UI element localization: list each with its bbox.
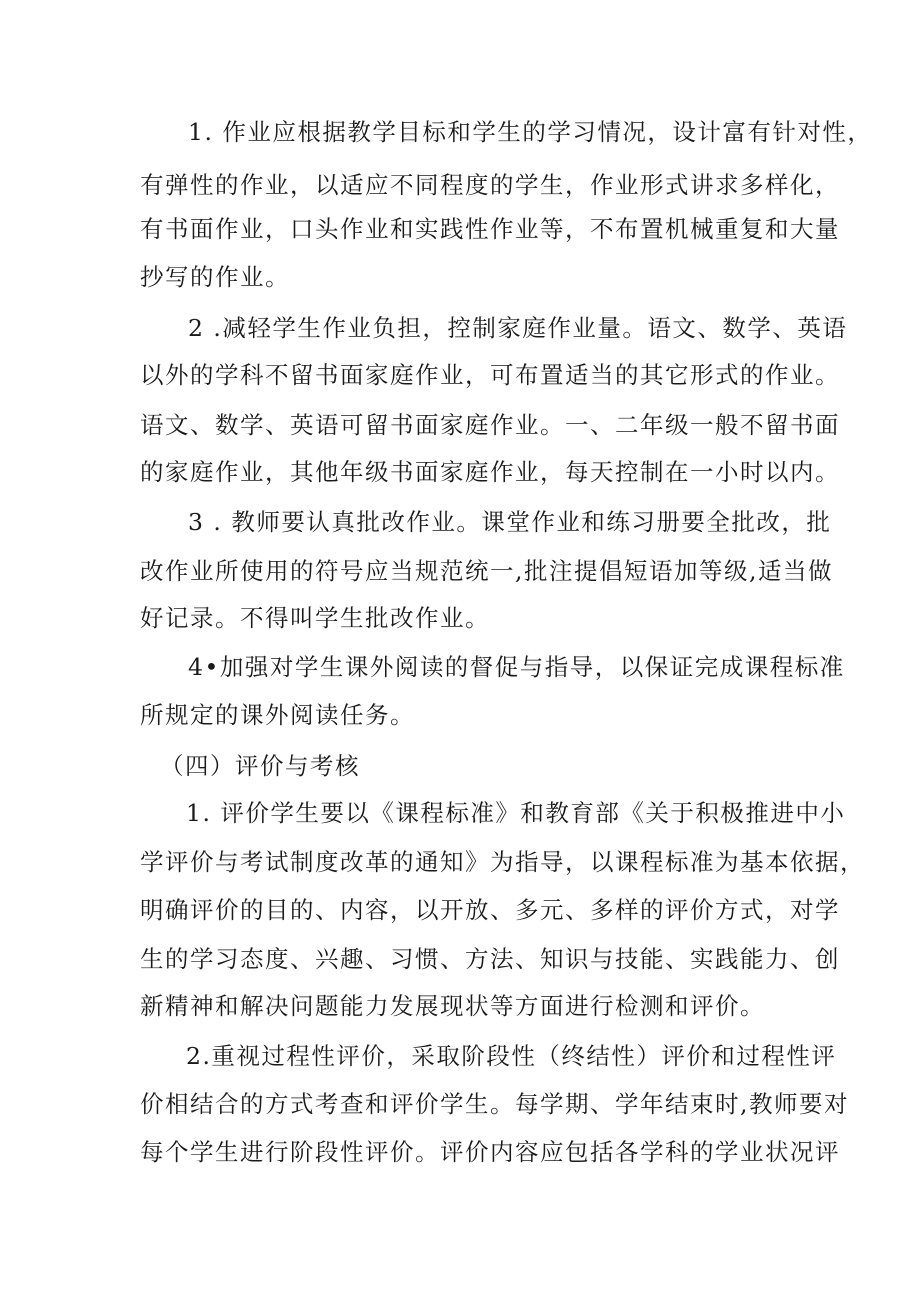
- item-1-line-3: 有书面作业，口头作业和实践性作业等，不布置机械重复和大量: [140, 215, 840, 243]
- item-3-line-2: 改作业所使用的符号应当规范统一,批注提倡短语加等级,适当做: [140, 557, 833, 585]
- eval-item-1-line-3: 明确评价的目的、内容，以开放、多元、多样的评价方式，对学: [140, 896, 840, 924]
- eval-item-1-line-4: 生的学习态度、兴趣、习惯、方法、知识与技能、实践能力、创: [140, 945, 840, 973]
- item-2-line-3: 语文、数学、英语可留书面家庭作业。一、二年级一般不留书面: [140, 411, 840, 439]
- item-3-line-3: 好记录。不得叫学生批改作业。: [140, 604, 490, 632]
- item-3-line-1: 3 . 教师要认真批改作业。课堂作业和练习册要全批改，批: [188, 508, 832, 536]
- item-4-line-1: 4•加强对学生课外阅读的督促与指导，以保证完成课程标准: [188, 653, 845, 681]
- section-heading: （四）评价与考核: [160, 752, 360, 780]
- eval-item-1-line-5: 新精神和解决问题能力发展现状等方面进行检测和评价。: [140, 992, 765, 1020]
- eval-item-1-line-1: 1. 评价学生要以《课程标准》和教育部《关于积极推进中小: [186, 799, 846, 827]
- item-2-line-4: 的家庭作业，其他年级书面家庭作业，每天控制在一小时以内。: [140, 458, 840, 486]
- eval-item-2-line-1: 2.重视过程性评价，采取阶段性（终结性）评价和过程性评: [186, 1042, 837, 1070]
- item-1-line-4: 抄写的作业。: [140, 263, 290, 291]
- item-1-line-2: 有弹性的作业，以适应不同程度的学生，作业形式讲求多样化，: [140, 171, 840, 199]
- eval-item-2-line-2: 价相结合的方式考查和评价学生。每学期、学年结束时,教师要对: [140, 1090, 849, 1118]
- item-4-line-2: 所规定的课外阅读任务。: [140, 701, 415, 729]
- eval-item-1-line-2: 学评价与考试制度改革的通知》为指导，以课程标准为基本依据，: [140, 848, 865, 876]
- item-1-line-1: 1. 作业应根据教学目标和学生的学习情况，设计富有针对性，: [188, 118, 873, 146]
- item-2-line-1: 2 .减轻学生作业负担，控制家庭作业量。语文、数学、英语: [188, 314, 848, 342]
- eval-item-2-line-3: 每个学生进行阶段性评价。评价内容应包括各学科的学业状况评: [140, 1138, 840, 1166]
- item-2-line-2: 以外的学科不留书面家庭作业，可布置适当的其它形式的作业。: [140, 361, 840, 389]
